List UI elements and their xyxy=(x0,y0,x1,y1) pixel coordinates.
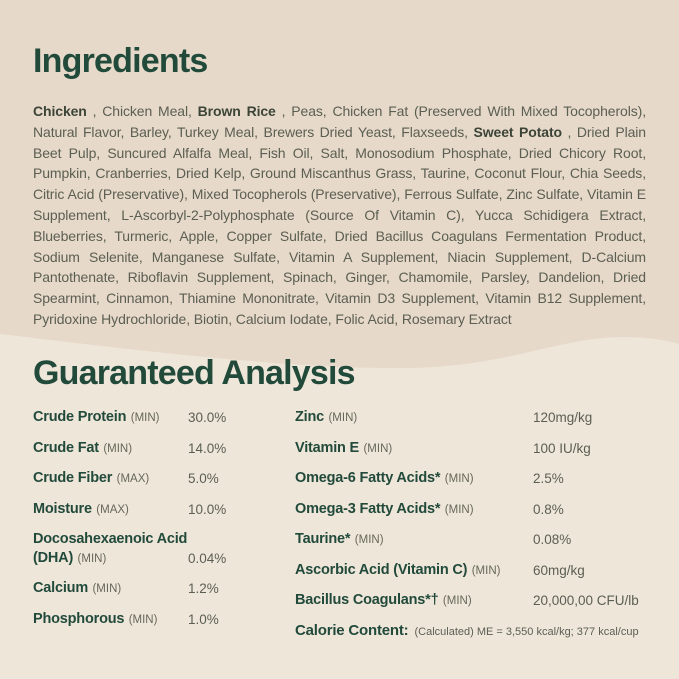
analysis-row xyxy=(33,439,295,459)
nutrient-label xyxy=(295,439,533,459)
nutrient-label xyxy=(33,500,188,520)
analysis-row xyxy=(295,408,646,428)
nutrient-label xyxy=(33,579,188,599)
analysis-row xyxy=(33,610,295,630)
nutrient-value: 10.0% xyxy=(188,501,227,517)
nutrient-label xyxy=(295,591,533,611)
ingredient-segment: , Peas, Chicken Fat (Preserved With Mixed Tocopherols), Natural Flavor, Barley, Turkey Meal, Brewers Dried Yeast, Flaxseeds, xyxy=(33,103,646,140)
nutrient-value: 120mg/kg xyxy=(533,410,593,426)
guaranteed-analysis-title: Guaranteed Analysis xyxy=(33,354,355,392)
analysis-row xyxy=(295,469,646,489)
ingredients-title: Ingredients xyxy=(33,42,208,80)
nutrient-qualifier: (MIN) xyxy=(444,503,474,516)
nutrient-label xyxy=(295,500,533,520)
nutrient-name: Crude Protein xyxy=(33,409,127,426)
calorie-content-detail: (Calculated) ME = 3,550 kcal/kg; 377 kcal/cup xyxy=(414,625,639,638)
ingredient-segment: Chicken xyxy=(33,103,87,120)
nutrient-name: Calcium xyxy=(33,580,89,597)
guaranteed-analysis-section xyxy=(33,354,646,640)
nutrient-label xyxy=(295,469,533,489)
nutrient-value: 14.0% xyxy=(188,440,227,456)
nutrient-value: 1.2% xyxy=(188,581,219,597)
nutrient-qualifier: (MIN) xyxy=(92,583,122,596)
nutrient-value: 0.8% xyxy=(533,501,564,517)
nutrient-value: 1.0% xyxy=(188,611,219,627)
nutrient-label xyxy=(295,561,533,581)
nutrient-qualifier: (MIN) xyxy=(128,613,158,626)
nutrient-name: Vitamin E xyxy=(295,439,360,456)
nutrient-name: Omega-3 Fatty Acids* xyxy=(295,500,441,517)
nutrient-name: Moisture xyxy=(33,500,92,517)
analysis-row xyxy=(33,500,295,520)
nutrient-value: 0.08% xyxy=(533,532,572,548)
ingredients-paragraph xyxy=(33,101,646,330)
analysis-row xyxy=(33,530,295,568)
nutrient-name: Zinc xyxy=(295,409,325,426)
nutrient-label xyxy=(33,439,188,459)
nutrient-label xyxy=(295,530,533,550)
nutrient-name: Omega-6 Fatty Acids* xyxy=(295,470,441,487)
analysis-row xyxy=(295,530,646,550)
nutrient-label xyxy=(33,469,188,489)
ingredient-segment: Sweet Potato xyxy=(473,123,562,140)
nutrient-qualifier: (MIN) xyxy=(77,552,107,565)
calorie-content-row xyxy=(295,622,646,640)
nutrient-value: 0.04% xyxy=(188,550,227,566)
nutrient-name: Crude Fat xyxy=(33,439,99,456)
nutrient-value: 100 IU/kg xyxy=(533,440,591,456)
analysis-left-column xyxy=(33,408,295,640)
nutrient-qualifier: (MIN) xyxy=(328,412,358,425)
ingredient-segment: Brown Rice xyxy=(197,103,276,120)
nutrient-qualifier: (MIN) xyxy=(103,442,133,455)
analysis-row xyxy=(33,408,295,428)
nutrient-value: 2.5% xyxy=(533,471,564,487)
nutrient-qualifier: (MAX) xyxy=(96,503,129,516)
analysis-row xyxy=(295,500,646,520)
analysis-columns xyxy=(33,408,646,640)
nutrient-qualifier: (MIN) xyxy=(130,412,160,425)
nutrient-label xyxy=(295,408,533,428)
nutrient-name: Bacillus Coagulans*† xyxy=(295,592,439,609)
nutrient-name: Taurine* xyxy=(295,531,351,548)
nutrient-qualifier: (MIN) xyxy=(363,442,393,455)
nutrient-value: 60mg/kg xyxy=(533,562,585,578)
nutrient-qualifier: (MIN) xyxy=(354,534,384,547)
analysis-row xyxy=(33,579,295,599)
analysis-right-column xyxy=(295,408,646,640)
nutrient-name: Phosphorous xyxy=(33,610,125,627)
ingredients-section xyxy=(33,42,646,330)
calorie-content-label: Calorie Content: xyxy=(295,621,409,639)
nutrient-value: 30.0% xyxy=(188,410,227,426)
nutrient-value: 20,000,00 CFU/lb xyxy=(533,593,639,609)
nutrient-label xyxy=(33,530,188,568)
analysis-row xyxy=(295,591,646,611)
analysis-row xyxy=(295,561,646,581)
nutrient-name: Docosahexaenoic Acid (DHA) xyxy=(33,531,188,566)
ingredient-segment: , Chicken Meal, xyxy=(92,103,198,120)
nutrient-label xyxy=(33,408,188,428)
nutrient-qualifier: (MIN) xyxy=(444,473,474,486)
nutrient-qualifier: (MIN) xyxy=(471,564,501,577)
nutrient-qualifier: (MAX) xyxy=(116,473,150,486)
ingredient-segment: , Dried Plain Beet Pulp, Suncured Alfalfa Meal, Fish Oil, Salt, Monosodium Phosphate, Dried Chicory Root, Pumpkin, Cranberries, Dried Kelp, Ground Miscanthus Grass, Taurine, Coconut Flour, Chia Seeds, Citric Acid (Preservative), Mixed Tocopherols (Preservative), Ferrous Sulfate, Zinc Sulfate, Vitamin E Supplement, L-Ascorbyl-2-Polyphosphate (Source Of Vitamin C), Yucca Schidigera Extract, Blueberries, Turmeric, Apple, Copper Sulfate, Dried Bacillus Coagulans Fermentation Product, Sodium Selenite, Manganese Sulfate, Vitamin A Supplement, Niacin Supplement, D-Calcium Pantothenate, Riboflavin Supplement, Spinach, Ginger, Chamomile, Parsley, Dandelion, Dried Spearmint, Cinnamon, Thiamine Mononitrate, Vitamin D3 Supplement, Vitamin B12 Supplement, Pyridoxine Hydrochloride, Biotin, Calcium Iodate, Folic Acid, Rosemary Extract xyxy=(33,123,646,328)
nutrient-label xyxy=(33,610,188,630)
nutrient-name: Crude Fiber xyxy=(33,470,113,487)
analysis-row xyxy=(33,469,295,489)
analysis-row xyxy=(295,439,646,459)
nutrient-name: Ascorbic Acid (Vitamin C) xyxy=(295,561,468,578)
analysis-right-rows xyxy=(295,408,646,611)
nutrient-qualifier: (MIN) xyxy=(442,595,472,608)
nutrient-value: 5.0% xyxy=(188,471,219,487)
